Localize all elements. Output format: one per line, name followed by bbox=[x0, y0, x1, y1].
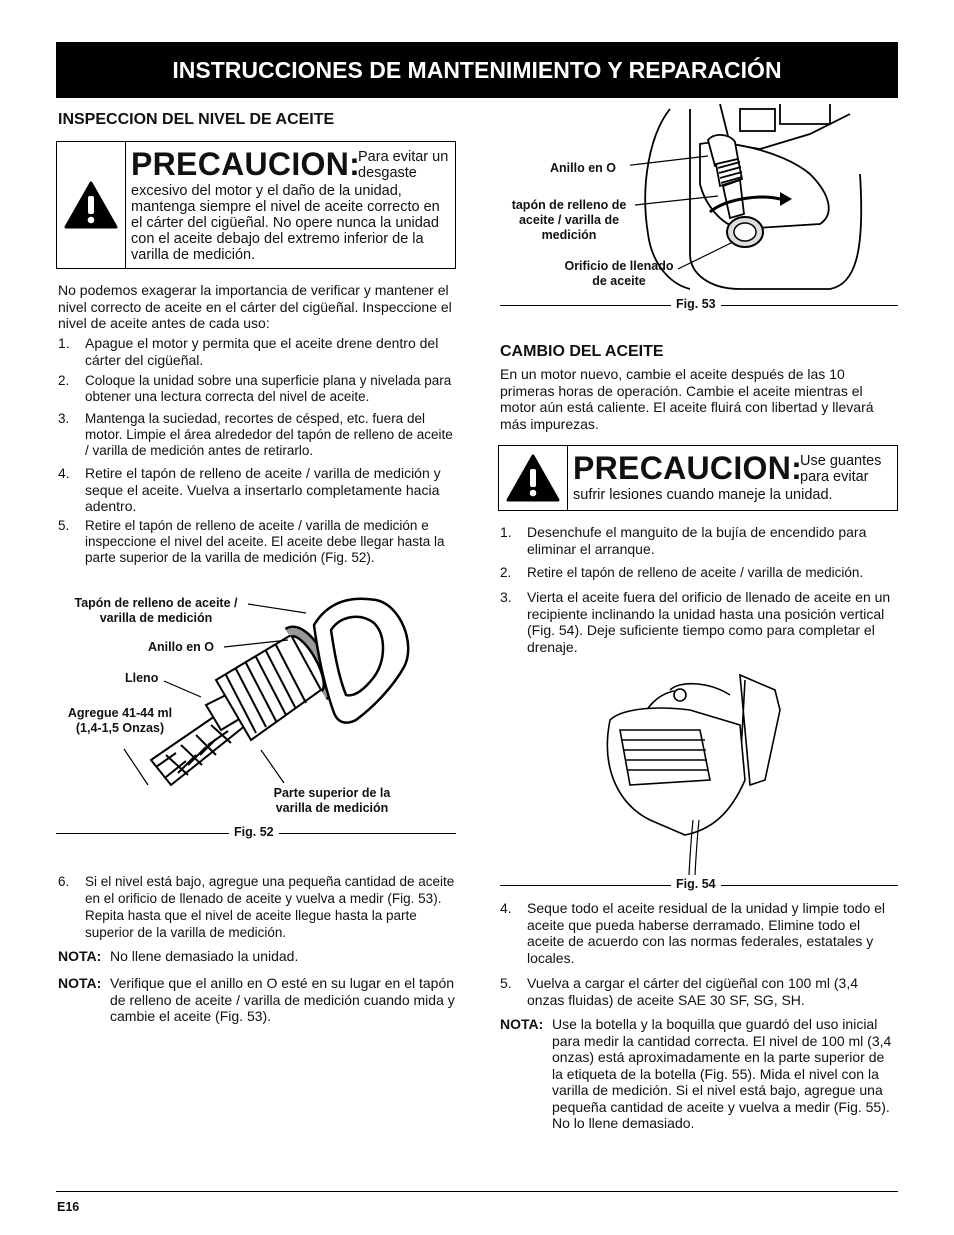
list-item: 6. Si el nivel está bajo, agregue una pequeña cantidad de aceite en el orificio de llenado de aceite y vuelva a medir (Fig. 53). Repita hasta que el nivel de aceite llegue hasta la parte superior de la varilla de medición. bbox=[58, 874, 455, 940]
note-overfill: NOTA: No llene demasiado la unidad. bbox=[58, 948, 299, 964]
list-item: 4. Retire el tapón de relleno de aceite / varilla de medición y seque el aceite. Vuelva a insertarlo completamente hacia adentro. bbox=[58, 465, 441, 514]
list-item: 3. Mantenga la suciedad, recortes de césped, etc. fuera del motor. Limpie el área alrededor del tapón de relleno de aceite / varilla de medición antes de retirarlo. bbox=[58, 411, 453, 458]
warning-triangle-icon bbox=[499, 446, 568, 510]
warning-body-text: sufrir lesiones cuando maneje la unidad. bbox=[573, 487, 833, 503]
page-number: E16 bbox=[57, 1200, 80, 1214]
list-item: 2. Coloque la unidad sobre una superficie plana y nivelada para obtener una lectura correcta del nivel de aceite. bbox=[58, 373, 452, 404]
list-item: 2. Retire el tapón de relleno de aceite / varilla de medición. bbox=[500, 565, 864, 580]
section-title: INSTRUCCIONES DE MANTENIMIENTO Y REPARACIÓN bbox=[172, 56, 782, 83]
figure-54-drain bbox=[590, 670, 790, 880]
warning-word: PRECAUCION: bbox=[573, 450, 803, 486]
drain-illustration bbox=[590, 670, 790, 880]
list-item: 1. Desenchufe el manguito de la bujía de encendido para eliminar el arranque. bbox=[500, 524, 867, 557]
note-bottle: NOTA: Use la botella y la boquilla que guardó del uso inicial para medir la cantidad correcta. El nivel de 100 ml (3,4 onzas) está aproximadamente en la parte superior de la etiqueta de la botella (Fig. 55). Mida el nivel con la varilla de medición. Si el nivel está bajo, agregue una pequeña cantidad de aceite y vuelva a medir (Fig. 55). No lo llene demasiado. bbox=[500, 1016, 892, 1131]
warning-word: PRECAUCION: bbox=[131, 146, 361, 182]
label-cap: Tapón de relleno de aceite / varilla de medición bbox=[74, 596, 238, 625]
warning-triangle-icon bbox=[57, 142, 126, 268]
warning-box-gloves bbox=[498, 445, 898, 511]
label-dipstick-top: Parte superior de la varilla de medición bbox=[273, 786, 391, 815]
list-item: 4. Seque todo el aceite residual de la unidad y limpie todo el aceite que pueda haberse derramado. Elimine todo el aceite de acuerdo con las normas federales, estatales y locales. bbox=[500, 900, 886, 966]
label-oring-53: Anillo en O bbox=[550, 161, 616, 175]
list-item: 1. Apague el motor y permita que el aceite drene dentro del cárter del cigüeñal. bbox=[58, 335, 439, 368]
label-cap-53: tapón de relleno de aceite / varilla de medición bbox=[511, 198, 627, 242]
oil-level-heading: INSPECCION DEL NIVEL DE ACEITE bbox=[58, 111, 335, 128]
figure-53-caption: Fig. 53 bbox=[671, 297, 721, 311]
list-item: 5. Vuelva a cargar el cárter del cigüeñal con 100 ml (3,4 onzas fluidas) de aceite SAE 30 SF, SG, SH. bbox=[500, 975, 858, 1008]
warning-side-text: Use guantes para evitar bbox=[800, 453, 882, 485]
label-oring-52: Anillo en O bbox=[148, 640, 214, 654]
section-title-banner bbox=[56, 42, 898, 98]
list-item: 3. Vierta el aceite fuera del orificio de llenado de aceite en un recipiente inclinando la unidad hasta una posición vertical (Fig. 54). Deje suficiente tiempo como para completar el drenaje. bbox=[500, 589, 891, 655]
label-full: Lleno bbox=[125, 671, 159, 685]
label-orifice: Orificio de llenado de aceite bbox=[564, 259, 674, 288]
oil-change-intro: En un motor nuevo, cambie el aceite después de las 10 primeras horas de operación. Cambie el aceite mientras el motor aún está caliente. El aceite fluirá con libertad y llevará más impurezas. bbox=[500, 366, 874, 432]
footer-rule bbox=[56, 1191, 898, 1192]
list-item: 5. Retire el tapón de relleno de aceite / varilla de medición e inspeccione el nivel del aceite. El aceite debe llegar hasta la parte superior de la varilla de medición (Fig. 52). bbox=[58, 518, 445, 565]
oil-change-heading: CAMBIO DEL ACEITE bbox=[500, 343, 664, 360]
label-add: Agregue 41-44 ml (1,4-1,5 Onzas) bbox=[67, 706, 173, 735]
oil-level-intro: No podemos exagerar la importancia de verificar y mantener el nivel correcto de aceite en el cárter del cigüeñal. Inspeccione el nivel de aceite antes de cada uso: bbox=[58, 282, 452, 331]
figure-54-caption: Fig. 54 bbox=[671, 877, 721, 891]
figure-52-caption: Fig. 52 bbox=[229, 825, 279, 839]
note-oring: NOTA: Verifique que el anillo en O esté en su lugar en el tapón de relleno de aceite / varilla de medición cuando mida y cambie el aceite (Fig. 53). bbox=[58, 975, 455, 1024]
warning-box-oil-level bbox=[56, 141, 456, 269]
warning-body-text: excesivo del motor y el daño de la unidad, mantenga siempre el nivel de aceite correcto en el cárter del cigüeñal. No opere nunca la unidad con el aceite debajo del extremo inferior de la varilla de medición. bbox=[131, 183, 440, 263]
warning-side-text: Para evitar un desgaste bbox=[358, 149, 449, 181]
